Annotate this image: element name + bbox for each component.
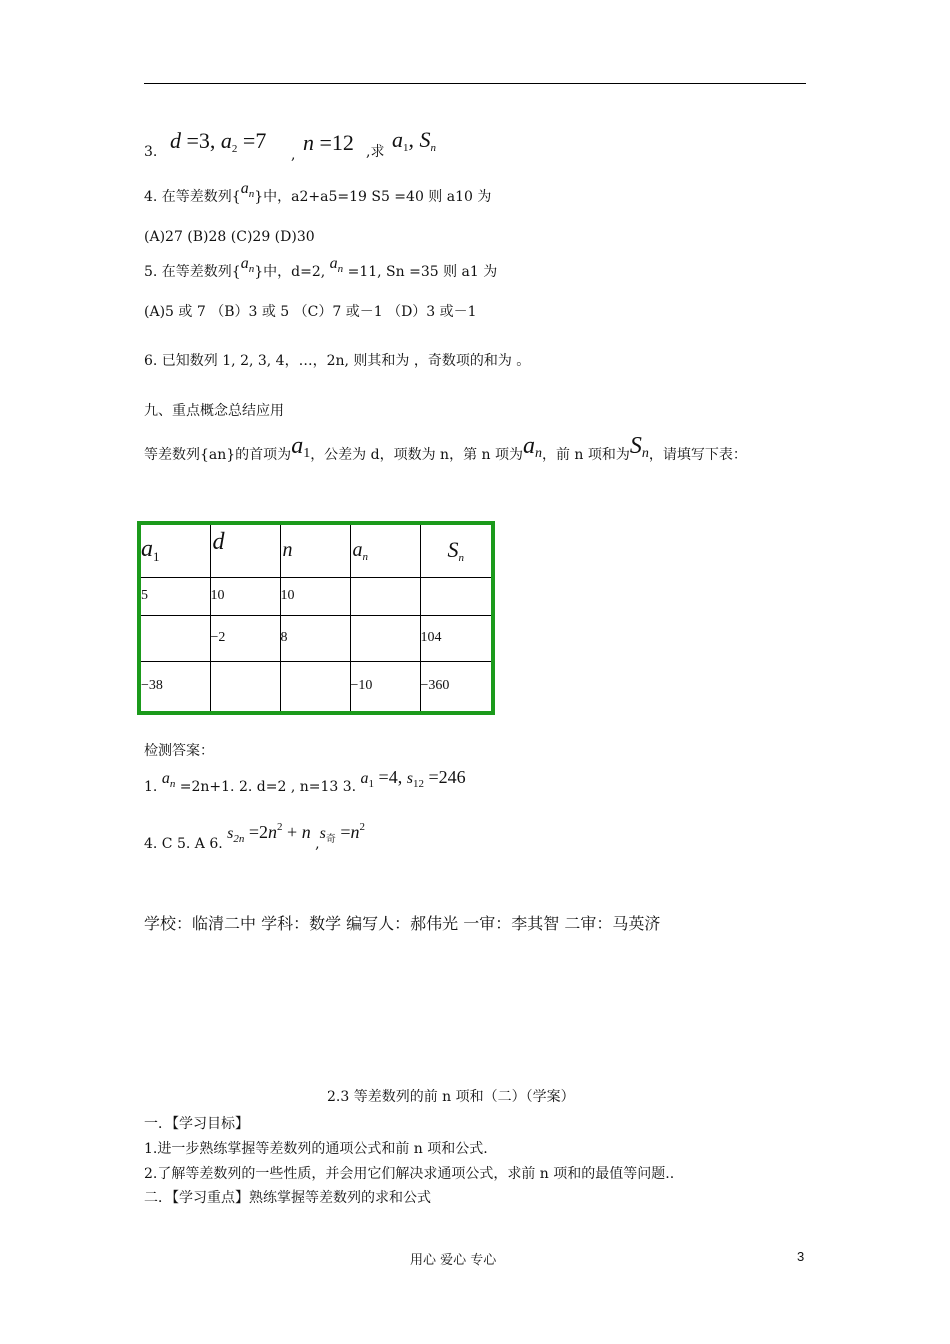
credits-line: 学校：临清二中 学科：数学 编写人：郝伟光 一审：李其智 二审：马英济 [144, 914, 661, 933]
table-header-row [141, 525, 491, 577]
table-header-cell: $S_n$ [420, 525, 491, 577]
answers-line-1: 1. $a_n =2n+1$. 2. d=2 , n=13 3. $a_1 =4$, $s_{12} =246$ [144, 767, 466, 795]
objective-1: 1.进一步熟练掌握等差数列的通项公式和前 n 项和公式. [144, 1141, 488, 1157]
table-header-cell: d [210, 525, 280, 577]
table-row [141, 577, 491, 615]
table-cell: −10 [350, 661, 420, 711]
table-cell: 8 [280, 615, 350, 661]
problem-3-n: n =12 [303, 130, 354, 155]
footer-motto: 用心 爱心 专心 [410, 1253, 497, 1268]
answers-line-2: 4. C 5. A 6. $s_{2n} =2n^2 + n$ $,s_奇 =n^2$ [144, 821, 365, 852]
table-header-cell: $a_1$ [141, 525, 210, 577]
page-number: 3 [797, 1249, 805, 1264]
table-cell [350, 577, 420, 615]
table-header-cell: $a_n$ [350, 525, 420, 577]
problem-3-equation: d =3, $a_2 =7$ [170, 128, 267, 155]
table-cell [141, 615, 210, 661]
key-points-heading: 二．【学习重点】熟练掌握等差数列的求和公式 [144, 1190, 431, 1206]
objective-2: 2.了解等差数列的一些性质，并会用它们解决求通项公式，求前 n 项和的最值等问题.. [144, 1166, 675, 1182]
section-9-heading: 九、重点概念总结应用 [144, 403, 284, 419]
table-header-cell: n [280, 525, 350, 577]
table-cell: 5 [141, 577, 210, 615]
problem-4-options: (A)27 (B)28 (C)29 (D)30 [144, 229, 315, 245]
table-cell: 10 [280, 577, 350, 615]
problem-5: 5. 在等差数列$\{a_n\}$中，d=2, $a_n =11$, Sn =35 则 a1 为 [144, 255, 498, 280]
table-cell: −2 [210, 615, 280, 661]
fill-in-table [137, 521, 495, 715]
table-cell [350, 615, 420, 661]
table-cell: 10 [210, 577, 280, 615]
problem-3-sep2: ,求 [366, 144, 385, 160]
problem-5-options: (A)5 或 7 （B）3 或 5 （C）7 或－1 （D）3 或－1 [144, 304, 477, 320]
table-cell: −38 [141, 661, 210, 711]
objectives-heading: 一．【学习目标】 [144, 1116, 249, 1132]
table-cell: 104 [420, 615, 491, 661]
problem-6: 6. 已知数列 1, 2, 3, 4，…，2n, 则其和为 ，奇数项的和为 。 [144, 353, 531, 369]
problem-4: 4. 在等差数列$\{a_n\}$中，a2+a5=19 S5 =40 则 a10 为 [144, 180, 492, 205]
problem-3-number: 3. [144, 144, 158, 160]
lesson-title: 2.3 等差数列的前 n 项和（二）（学案） [327, 1089, 575, 1105]
table-cell [280, 661, 350, 711]
table-row [141, 661, 491, 711]
table-cell [420, 577, 491, 615]
table-row [141, 615, 491, 661]
answers-title: 检测答案： [144, 743, 214, 759]
problem-3-unknowns: $a_1$, $S_n$ [392, 127, 436, 154]
table-cell [210, 661, 280, 711]
problem-3-sep1: , [291, 147, 296, 163]
section-9-sentence: 等差数列{an}的首项为$a_1$，公差为 d，项数为 n，第 n 项为$a_n$，前 n 项和为$S_n$，请填写下表： [144, 433, 747, 463]
header-rule [144, 83, 806, 84]
table-cell: −360 [420, 661, 491, 711]
